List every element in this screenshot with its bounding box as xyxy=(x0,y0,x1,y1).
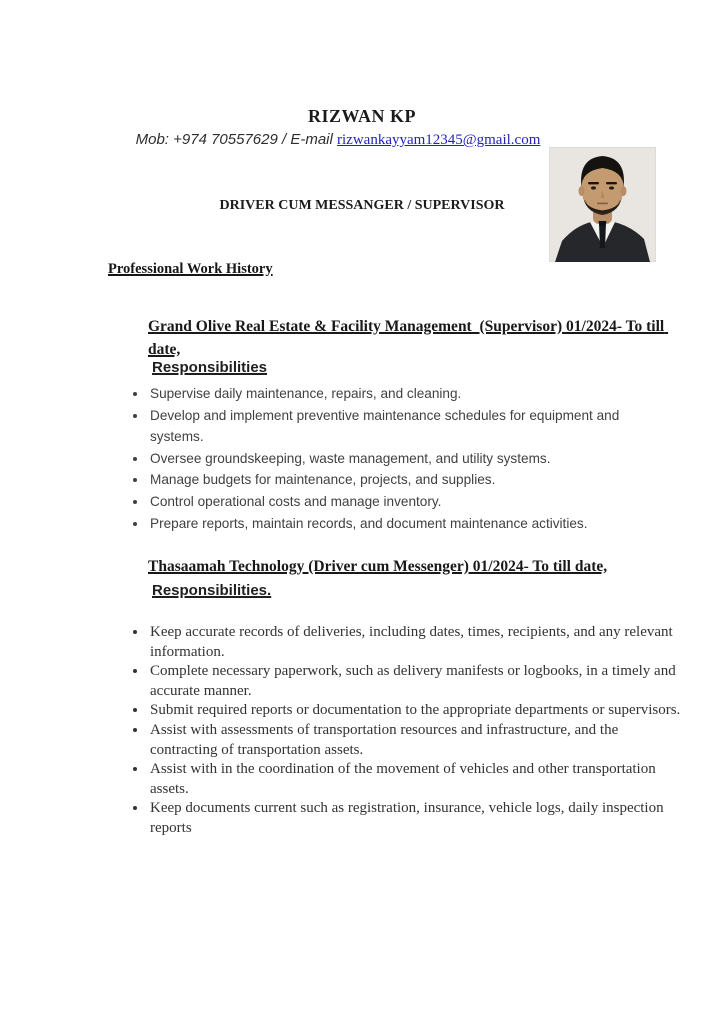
contact-prefix: Mob: +974 70557629 / E-mail xyxy=(135,131,338,148)
portrait-photo xyxy=(549,147,656,262)
candidate-name: RIZWAN KP xyxy=(307,106,416,126)
job2-heading: Thasaamah Technology (Driver cum Messenger) 01/2024- To till date, xyxy=(148,558,608,575)
job1-responsibilities-label: Responsibilities xyxy=(152,359,268,376)
section-title-work-history: Professional Work History xyxy=(108,261,273,277)
list-item: • Assist with in the coordination of the movement of vehicles and other transportation assets. xyxy=(148,760,688,799)
job1-heading: Grand Olive Real Estate & Facility Management (Supervisor) 01/2024- To till date, xyxy=(148,318,669,358)
list-item: • Supervise daily maintenance, repairs, and cleaning. xyxy=(148,383,676,405)
role-title: DRIVER CUM MESSANGER / SUPERVISOR xyxy=(219,198,505,213)
list-item: • Prepare reports, maintain records, and document maintenance activities. xyxy=(148,513,676,535)
list-item: • Manage budgets for maintenance, projects, and supplies. xyxy=(148,469,676,491)
list-item: • Submit required reports or documentation to the appropriate departments or supervisors. xyxy=(148,701,688,721)
list-item: • Assist with assessments of transportation resources and infrastructure, and the contracting of transportation assets. xyxy=(148,721,688,760)
job1-bullet-list xyxy=(123,383,676,534)
list-item: • Control operational costs and manage inventory. xyxy=(148,491,676,513)
list-item: • Oversee groundskeeping, waste management, and utility systems. xyxy=(148,448,676,470)
email-link[interactable]: rizwankayyam12345@gmail.com xyxy=(337,132,541,148)
job2-responsibilities-label: Responsibilities. xyxy=(152,582,272,599)
list-item: • Keep documents current such as registration, insurance, vehicle logs, daily inspection reports xyxy=(148,799,688,838)
list-item: • Develop and implement preventive maintenance schedules for equipment and systems. xyxy=(148,405,676,448)
list-item: • Complete necessary paperwork, such as delivery manifests or logbooks, in a timely and accurate manner. xyxy=(148,662,688,701)
list-item: • Keep accurate records of deliveries, including dates, times, recipients, and any relevant information. xyxy=(148,623,688,662)
job2-bullet-list xyxy=(125,623,688,839)
